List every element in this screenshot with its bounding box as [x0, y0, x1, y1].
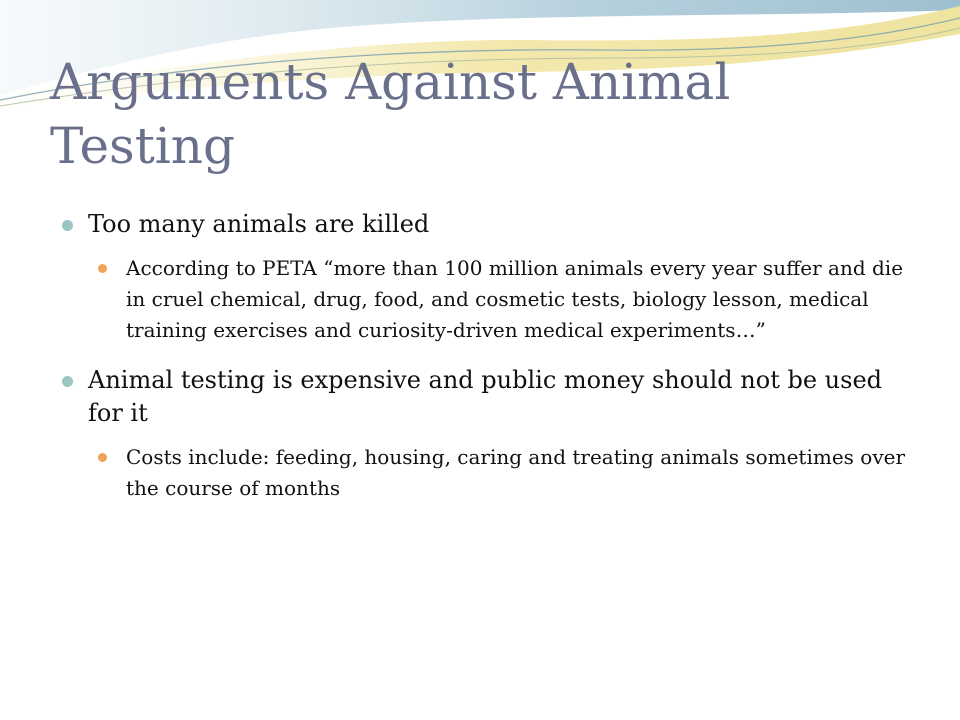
- sub-bullet-text: Costs include: feeding, housing, caring and treating animals sometimes over the course of months: [126, 445, 906, 500]
- bullet-point: [62, 208, 912, 241]
- teal-bullet-icon: [62, 376, 73, 387]
- bullet-list: [62, 208, 912, 504]
- teal-bullet-icon: [62, 220, 73, 231]
- sub-bullet-point: [98, 253, 912, 346]
- sub-bullet-text: According to PETA “more than 100 million animals every year suffer and die in cruel chemical, drug, food, and cosmetic tests, biology lesson, medical training exercises and curiosity-driven medical experiments…”: [126, 256, 904, 342]
- bullet-text: Animal testing is expensive and public money should not be used for it: [88, 366, 883, 427]
- orange-bullet-icon: [98, 264, 107, 273]
- bullet-point: [62, 364, 912, 430]
- bullet-text: Too many animals are killed: [88, 210, 430, 238]
- slide-title: Arguments Against Animal Testing: [50, 53, 731, 175]
- orange-bullet-icon: [98, 453, 107, 462]
- sub-bullet-point: [98, 442, 912, 504]
